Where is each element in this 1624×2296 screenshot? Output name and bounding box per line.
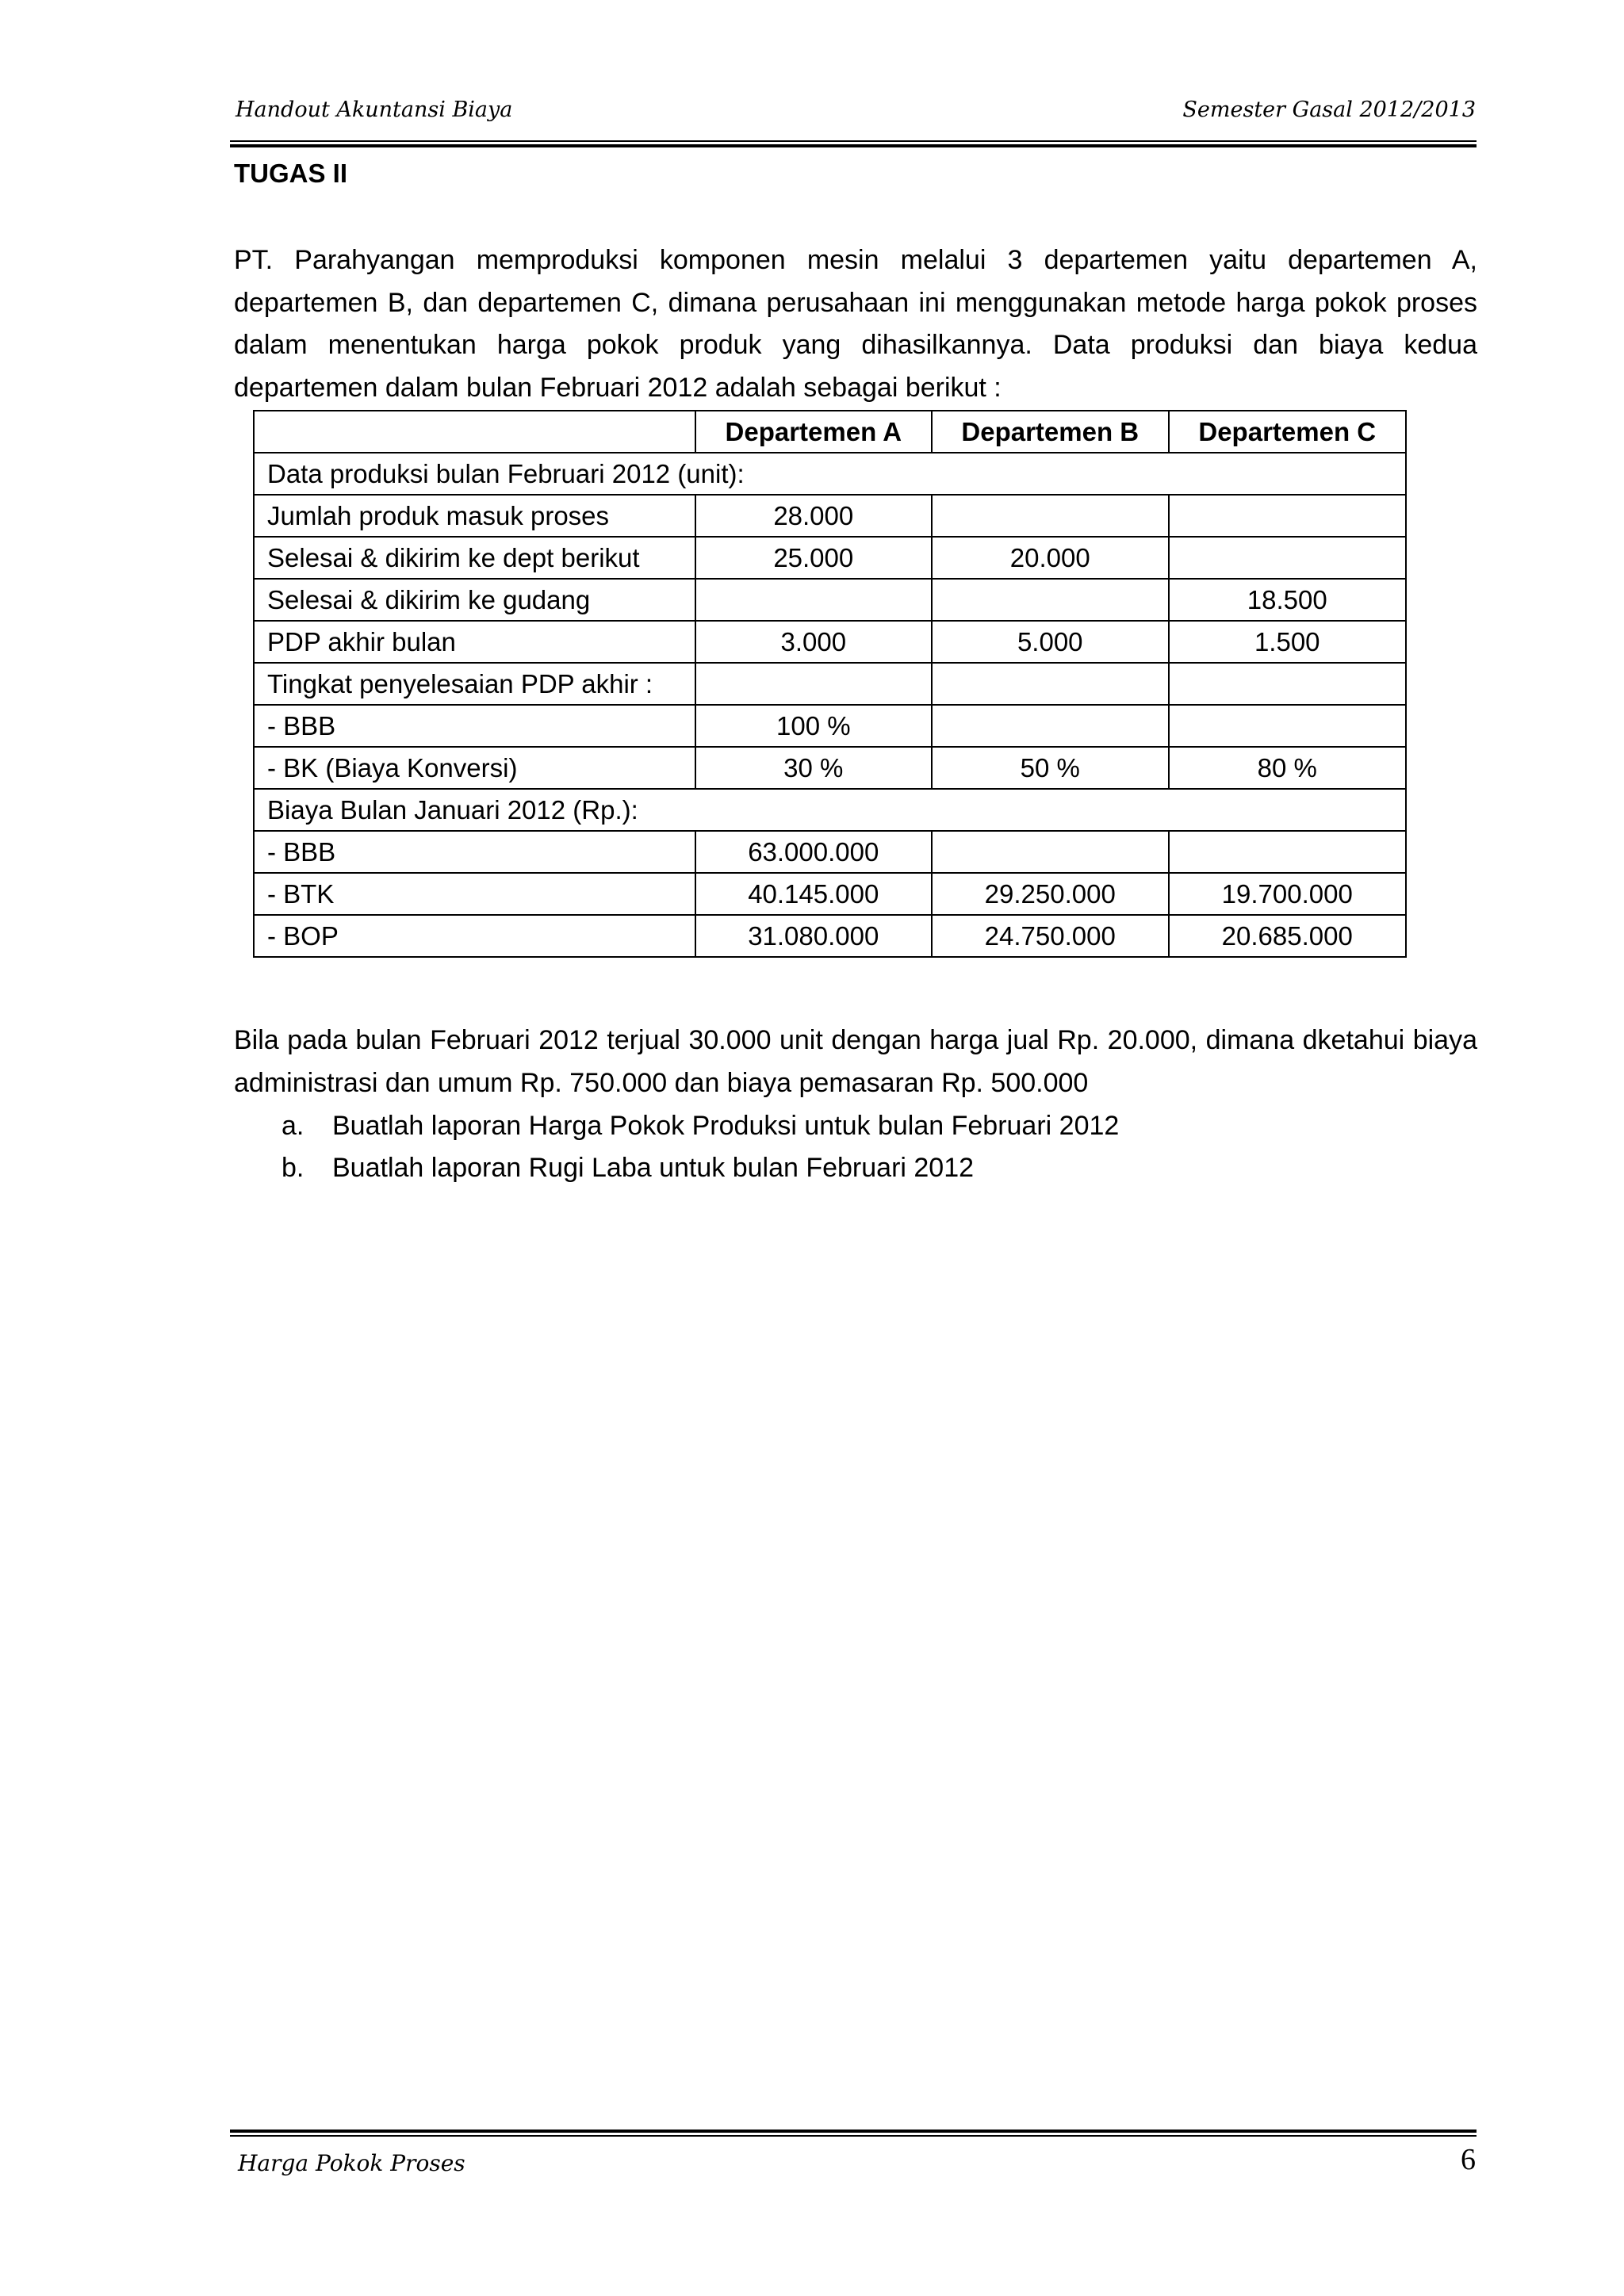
table-cell-dept-b: 5.000	[932, 621, 1168, 663]
list-marker: a.	[282, 1111, 304, 1141]
table-row-label: - BOP	[254, 915, 695, 957]
closing-paragraph: Bila pada bulan Februari 2012 terjual 30.000 unit dengan harga jual Rp. 20.000, dimana dketahui biaya administrasi dan umum Rp. 750.000 dan biaya pemasaran Rp. 500.000	[234, 1025, 1477, 1098]
table-cell-dept-a: 28.000	[695, 495, 932, 537]
table-cell-dept-b: 24.750.000	[932, 915, 1168, 957]
table-cell-dept-a	[695, 663, 932, 705]
table-cell-dept-a: 30 %	[695, 747, 932, 789]
table-row	[254, 873, 1406, 915]
table-cell-dept-b	[932, 495, 1168, 537]
table-row-label: PDP akhir bulan	[254, 621, 695, 663]
intro-paragraph: PT. Parahyangan memproduksi komponen mesin melalui 3 departemen yaitu departemen A, departemen B, dan departemen C, dimana perusahaan ini menggunakan metode harga pokok proses dalam menentukan harga pokok produk yang dihasilkannya. Data produksi dan biaya kedua departemen dalam bulan Februari 2012 adalah sebagai berikut :	[234, 245, 1477, 403]
table-cell-dept-a: 3.000	[695, 621, 932, 663]
table-row	[254, 831, 1406, 873]
table-row	[254, 453, 1406, 495]
table-cell-dept-b	[932, 579, 1168, 621]
list-item-text: Buatlah laporan Rugi Laba untuk bulan Februari 2012	[332, 1153, 975, 1183]
table-cell-dept-b	[932, 663, 1168, 705]
table-row	[254, 789, 1406, 831]
table-header-cell: Departemen B	[932, 411, 1168, 453]
header-rule-top	[230, 140, 1477, 142]
header-left: Handout Akuntansi Biaya	[236, 98, 513, 122]
list-item	[282, 1147, 974, 1189]
table-section-label: Biaya Bulan Januari 2012 (Rp.):	[254, 789, 1406, 831]
table-row	[254, 495, 1406, 537]
table-cell-dept-c: 18.500	[1169, 579, 1407, 621]
table-cell-dept-a: 40.145.000	[695, 873, 932, 915]
table-row-label: - BBB	[254, 831, 695, 873]
table-cell-dept-c	[1169, 705, 1407, 747]
table-cell-dept-b: 20.000	[932, 537, 1168, 579]
header-rule-bottom	[230, 144, 1477, 147]
table-header-cell: Departemen C	[1169, 411, 1407, 453]
list-marker: b.	[282, 1153, 304, 1183]
production-data-table	[253, 410, 1407, 958]
table-cell-dept-c: 19.700.000	[1169, 873, 1407, 915]
page-number: 6	[1461, 2143, 1476, 2176]
table-row-label: Selesai & dikirim ke gudang	[254, 579, 695, 621]
table-cell-dept-a: 31.080.000	[695, 915, 932, 957]
table-header-row	[254, 411, 1406, 453]
footer-rule-bottom	[230, 2135, 1477, 2137]
table-row-label: - BBB	[254, 705, 695, 747]
table-row-label: Jumlah produk masuk proses	[254, 495, 695, 537]
table-header-cell	[254, 411, 695, 453]
page-title: TUGAS II	[234, 159, 348, 188]
table-cell-dept-c: 1.500	[1169, 621, 1407, 663]
table-row-label: - BTK	[254, 873, 695, 915]
table-cell-dept-c	[1169, 663, 1407, 705]
table-cell-dept-c: 20.685.000	[1169, 915, 1407, 957]
table-cell-dept-c: 80 %	[1169, 747, 1407, 789]
table-cell-dept-b	[932, 705, 1168, 747]
table-row	[254, 663, 1406, 705]
table-cell-dept-c	[1169, 831, 1407, 873]
table-cell-dept-a: 100 %	[695, 705, 932, 747]
table-cell-dept-a	[695, 579, 932, 621]
table-cell-dept-b: 50 %	[932, 747, 1168, 789]
table-section-label: Data produksi bulan Februari 2012 (unit):	[254, 453, 1406, 495]
table-row-label: - BK (Biaya Konversi)	[254, 747, 695, 789]
list-item-text: Buatlah laporan Harga Pokok Produksi untuk bulan Februari 2012	[332, 1111, 1120, 1141]
table-row-label: Tingkat penyelesaian PDP akhir :	[254, 663, 695, 705]
table-header-cell: Departemen A	[695, 411, 932, 453]
table-row-label: Selesai & dikirim ke dept berikut	[254, 537, 695, 579]
table-cell-dept-c	[1169, 537, 1407, 579]
table-cell-dept-b: 29.250.000	[932, 873, 1168, 915]
table-cell-dept-c	[1169, 495, 1407, 537]
table-row	[254, 705, 1406, 747]
table-row	[254, 915, 1406, 957]
table-cell-dept-a: 25.000	[695, 537, 932, 579]
table-cell-dept-b	[932, 831, 1168, 873]
header-right: Semester Gasal 2012/2013	[1182, 98, 1476, 122]
table-row	[254, 579, 1406, 621]
table-row	[254, 537, 1406, 579]
table-row	[254, 621, 1406, 663]
table-row	[254, 747, 1406, 789]
list-item	[282, 1105, 1119, 1147]
footer-left: Harga Pokok Proses	[238, 2150, 465, 2176]
footer-rule-top	[230, 2130, 1477, 2133]
table-cell-dept-a: 63.000.000	[695, 831, 932, 873]
